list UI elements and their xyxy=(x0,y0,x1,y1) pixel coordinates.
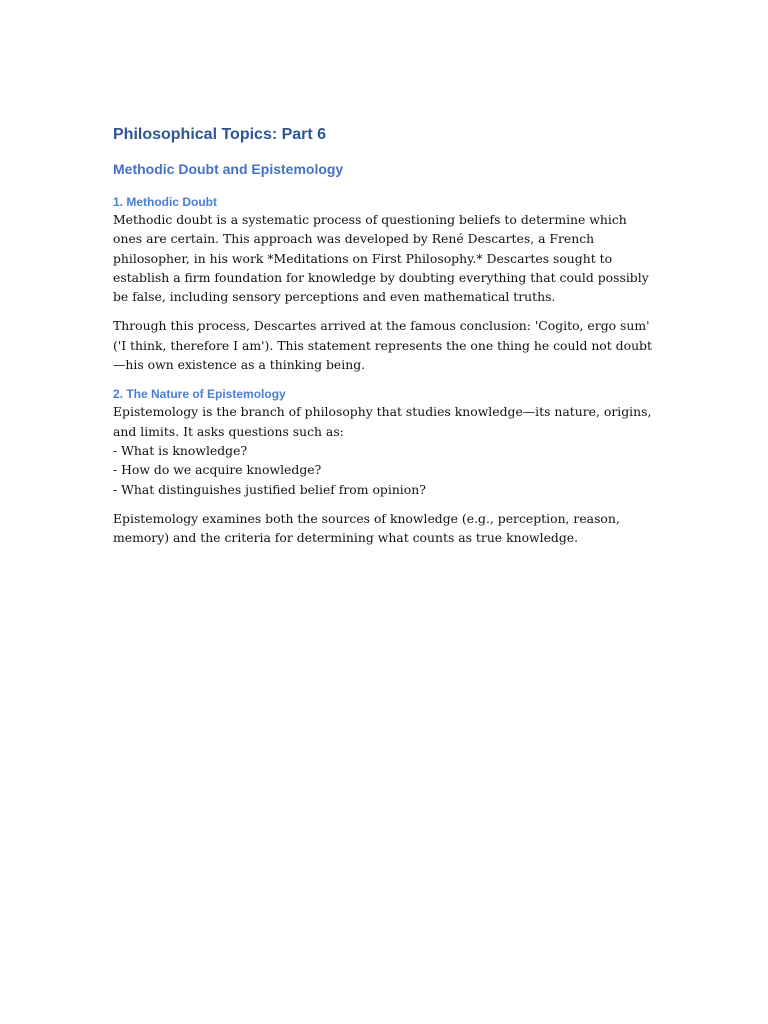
section-methodic-doubt xyxy=(113,194,658,374)
document-page xyxy=(113,124,658,547)
list-item: - What distinguishes justified belief from opinion? xyxy=(113,481,426,497)
paragraph: Epistemology is the branch of philosophy that studies knowledge—its nature, origins, and limits. It asks questions such as: xyxy=(113,404,652,439)
paragraph: Through this process, Descartes arrived at the famous conclusion: 'Cogito, ergo sum' ('I think, therefore I am'). This statement represents the one thing he could not doubt—his own existence as a thinking being. xyxy=(113,318,652,373)
paragraph: Epistemology examines both the sources of knowledge (e.g., perception, reason, memory) and the criteria for determining what counts as true knowledge. xyxy=(113,510,620,546)
list-item: - How do we acquire knowledge? xyxy=(113,462,322,478)
section-heading: 2. The Nature of Epistemology xyxy=(113,387,286,402)
document-title: Philosophical Topics: Part 6 xyxy=(113,126,327,143)
section-heading: 1. Methodic Doubt xyxy=(113,195,217,209)
intro-and-list xyxy=(113,402,658,498)
document-subtitle: Methodic Doubt and Epistemology xyxy=(113,161,344,177)
paragraph: Methodic doubt is a systematic process of questioning beliefs to determine which ones are certain. This approach was developed by René Descartes, a French philosopher, in his work *Meditations on First Philosophy.* Descartes sought to establish a firm foundation for knowledge by doubting everything that could possibly be false, including sensory perceptions and even mathematical truths. xyxy=(113,212,649,305)
section-epistemology xyxy=(113,386,658,547)
list-item: - What is knowledge? xyxy=(113,442,248,458)
